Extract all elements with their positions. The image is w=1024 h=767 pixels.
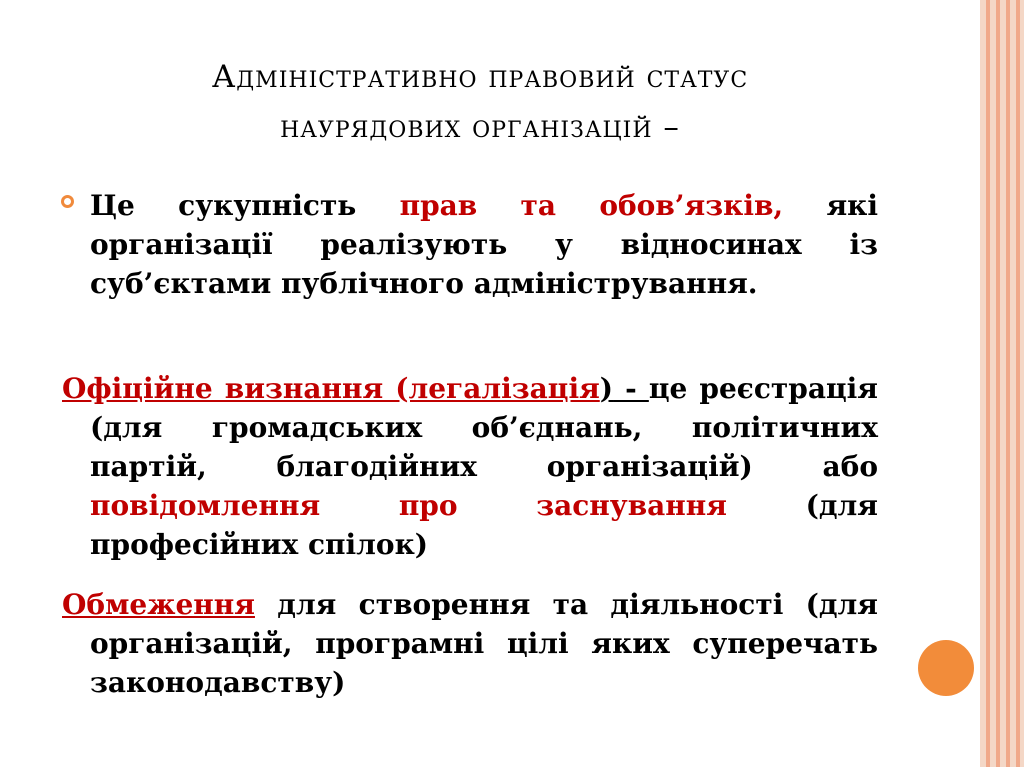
restrictions-hanging xyxy=(62,585,878,702)
restrictions-term: Обмеження xyxy=(62,588,255,621)
restrictions-text: для створення та діяльності (для організацій, програмні цілі яких суперечать законодавству) xyxy=(90,588,878,699)
notification-highlight: повідомлення про заснування xyxy=(90,489,727,522)
decorative-stripe xyxy=(1006,0,1010,767)
circle-bullet-icon xyxy=(61,195,74,208)
definition-text-b: які організації реалізують у відносинах із суб’єктами публічного адміністрування. xyxy=(90,189,878,300)
decorative-side-band xyxy=(980,0,1024,767)
recognition-term: Офіційне визнання (легалізація xyxy=(62,372,600,405)
decorative-stripe xyxy=(986,0,990,767)
title-line-1: Адміністративно правовий статус xyxy=(211,59,749,95)
recognition-dash: - xyxy=(613,372,649,405)
definition-paragraph xyxy=(90,186,878,303)
definition-text-a: Це сукупність xyxy=(90,189,400,222)
recognition-hanging xyxy=(62,369,878,564)
decorative-stripe xyxy=(996,0,1000,767)
recognition-text-a: це реєстрація (для громадських об’єднань, політичних партій, благодійних організацій) або xyxy=(90,372,878,483)
recognition-paren: ) xyxy=(599,372,614,405)
title-line-2: наурядових організацій – xyxy=(280,109,680,145)
decorative-orange-circle xyxy=(918,640,974,696)
rights-duties-highlight: прав та обов’язків, xyxy=(399,189,784,222)
restrictions-paragraph xyxy=(62,585,878,702)
slide-title xyxy=(40,52,920,152)
recognition-paragraph xyxy=(62,369,878,564)
decorative-stripe xyxy=(1016,0,1020,767)
recognition-text-b: (для професійних спілок) xyxy=(90,489,878,561)
